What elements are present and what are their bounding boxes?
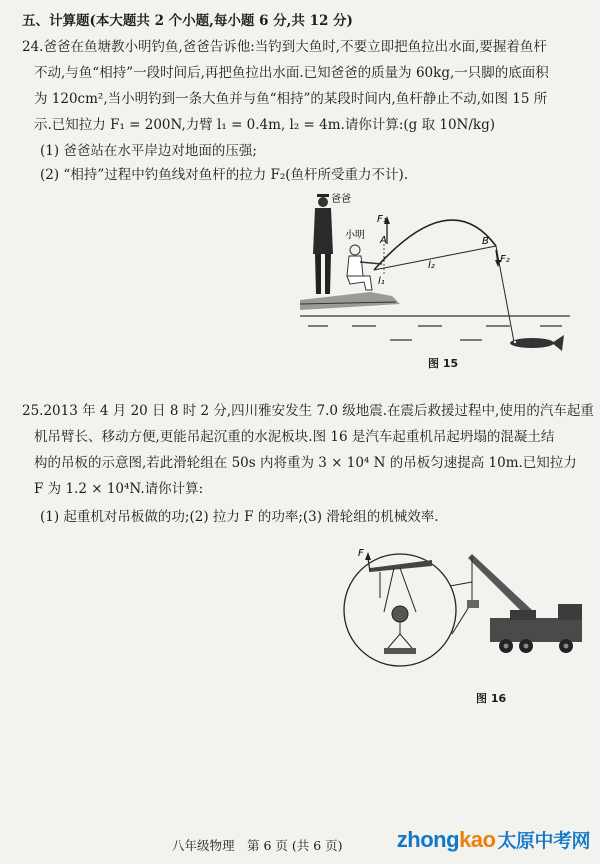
site-watermark <box>397 826 590 853</box>
q24-line-3: 为 120cm²,当小明钓到一条大鱼并与鱼“相持”的某段时间内,鱼杆静止不动,如图 15 所 <box>34 91 548 107</box>
q25-line-4: F 为 1.2 × 10⁴N.请你计算: <box>34 481 204 497</box>
figure-15-caption: 图 15 <box>428 357 459 370</box>
label-A: A <box>380 235 387 246</box>
q24-sub-1: (1) 爸爸站在水平岸边对地面的压强; <box>40 143 257 159</box>
figure-16-crane-diagram <box>340 538 590 688</box>
section-title: 五、计算题(本大题共 2 个小题,每小题 6 分,共 12 分) <box>22 13 353 29</box>
label-F2: F₂ <box>500 254 510 265</box>
label-F1: F₁ <box>377 214 387 225</box>
watermark-part-2: kao <box>459 827 496 852</box>
label-B: B <box>482 236 489 247</box>
q25-line-3: 构的吊板的示意图,若此滑轮组在 50s 内将重为 3 × 10⁴ N 的吊板匀速提高 10m.已知拉力 <box>34 455 577 471</box>
label-dad: 爸爸 <box>331 194 351 205</box>
q25-sub-1: (1) 起重机对吊板做的功;(2) 拉力 F 的功率;(3) 滑轮组的机械效率. <box>40 509 439 525</box>
watermark-part-1: zhong <box>396 827 460 852</box>
q24-line-2: 不动,与鱼“相持”一段时间后,再把鱼拉出水面.已知爸爸的质量为 60kg,一只脚的底面积 <box>34 65 549 81</box>
page-footer: 八年级物理 第 6 页 (共 6 页) <box>172 838 343 853</box>
q25-line-1: 25.2013 年 4 月 20 日 8 时 2 分,四川雅安发生 7.0 级地震.在震后救援过程中,使用的汽车起重 <box>22 403 594 419</box>
figure-16-caption: 图 16 <box>476 692 507 705</box>
q24-line-1: 24.爸爸在鱼塘教小明钓鱼,爸爸告诉他:当钓到大鱼时,不要立即把鱼拉出水面,要握着鱼杆 <box>22 39 547 55</box>
fishing-rod <box>374 220 496 270</box>
label-F: F <box>358 548 364 559</box>
label-xiaoming: 小明 <box>345 230 365 241</box>
fish <box>510 335 564 351</box>
lever-arm-l2 <box>374 246 496 270</box>
dad-figure <box>313 194 333 294</box>
q24-line-4: 示.已知拉力 F₁ = 200N,力臂 l₁ = 0.4m, l₂ = 4m.请你计算:(g 取 10N/kg) <box>34 117 496 133</box>
movable-pulley <box>392 606 408 622</box>
watermark-part-3: 太原中考网 <box>497 830 590 852</box>
q25-line-2: 机吊臂长、移动方便,更能吊起沉重的水泥板块.图 16 是汽车起重机吊起坍塌的混凝土结 <box>34 429 555 445</box>
concrete-slab <box>384 648 416 654</box>
river-bank <box>300 292 400 310</box>
figure-15-fishing-diagram <box>300 192 580 352</box>
label-l1: l₁ <box>378 276 385 287</box>
water-surface <box>300 316 570 340</box>
crane-truck <box>467 554 582 653</box>
q24-sub-2: (2) “相持”过程中钓鱼线对鱼杆的拉力 F₂(鱼杆所受重力不计). <box>40 167 409 183</box>
label-l2: l₂ <box>428 260 435 271</box>
